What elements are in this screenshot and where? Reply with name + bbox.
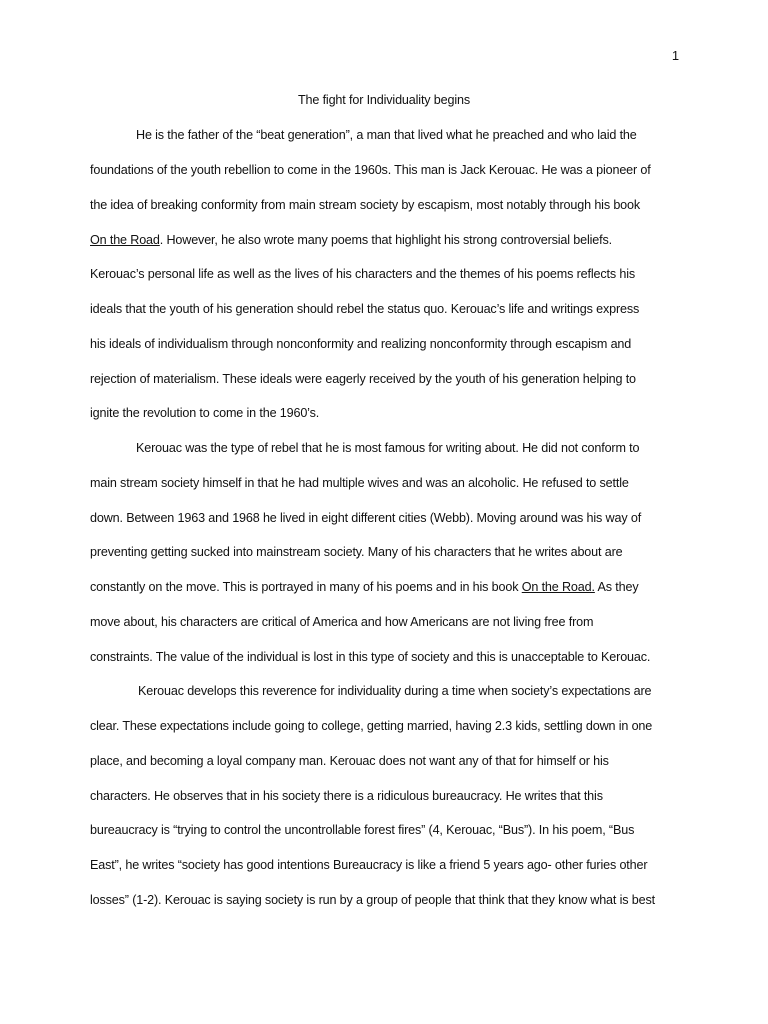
text-segment: . However, he also wrote many poems that highlight his strong controversial beliefs. (159, 233, 612, 247)
text-line: down. Between 1963 and 1968 he lived in eight different cities (Webb). Moving around was his way of (90, 511, 642, 525)
text-line: move about, his characters are critical of America and how Americans are not living free from (90, 615, 594, 629)
text-line: losses” (1-2). Kerouac is saying society is run by a group of people that think that they know what is best (90, 893, 655, 907)
text-line: bureaucracy is “trying to control the uncontrollable forest fires” (4, Kerouac, “Bus”). In his poem, “Bus (90, 823, 635, 837)
text-line: Kerouac develops this reverence for individuality during a time when society’s expectations are (138, 684, 652, 698)
text-segment: As they (594, 580, 639, 594)
text-line: clear. These expectations include going to college, getting married, having 2.3 kids, settling down in one (90, 719, 653, 733)
text-line: Kerouac’s personal life as well as the lives of his characters and the themes of his poems reflects his (90, 267, 636, 281)
text-line: Kerouac was the type of rebel that he is most famous for writing about. He did not conform to (136, 441, 640, 455)
text-line: constraints. The value of the individual is lost in this type of society and this is unacceptable to Kerouac. (90, 650, 651, 664)
text-line: East”, he writes “society has good intentions Bureaucracy is like a friend 5 years ago- other furies other (90, 858, 648, 872)
text-line: place, and becoming a loyal company man. Kerouac does not want any of that for himself or his (90, 754, 609, 768)
text-line: characters. He observes that in his society there is a ridiculous bureaucracy. He writes that this (90, 789, 603, 803)
text-line (90, 580, 638, 594)
text-line: He is the father of the “beat generation”, a man that lived what he preached and who laid the (136, 128, 637, 142)
book-title: On the Road (90, 233, 160, 247)
document-title: The fight for Individuality begins (297, 93, 470, 107)
text-line: rejection of materialism. These ideals were eagerly received by the youth of his generation helping to (90, 372, 636, 386)
text-line (90, 233, 612, 247)
text-line: ideals that the youth of his generation should rebel the status quo. Kerouac’s life and writings express (90, 302, 640, 316)
text-line: main stream society himself in that he had multiple wives and was an alcoholic. He refused to settle (90, 476, 629, 490)
text-line: his ideals of individualism through nonconformity and realizing nonconformity through escapism and (90, 337, 632, 351)
text-segment: constantly on the move. This is portrayed in many of his poems and in his book (90, 580, 522, 594)
text-line: foundations of the youth rebellion to come in the 1960s. This man is Jack Kerouac. He was a pioneer of (90, 163, 651, 177)
book-title: On the Road. (521, 580, 595, 594)
text-line: the idea of breaking conformity from main stream society by escapism, most notably through his book (90, 198, 641, 212)
text-line: ignite the revolution to come in the 1960’s. (90, 406, 320, 420)
page-number: 1 (671, 48, 679, 63)
text-line: preventing getting sucked into mainstream society. Many of his characters that he writes about are (90, 545, 623, 559)
